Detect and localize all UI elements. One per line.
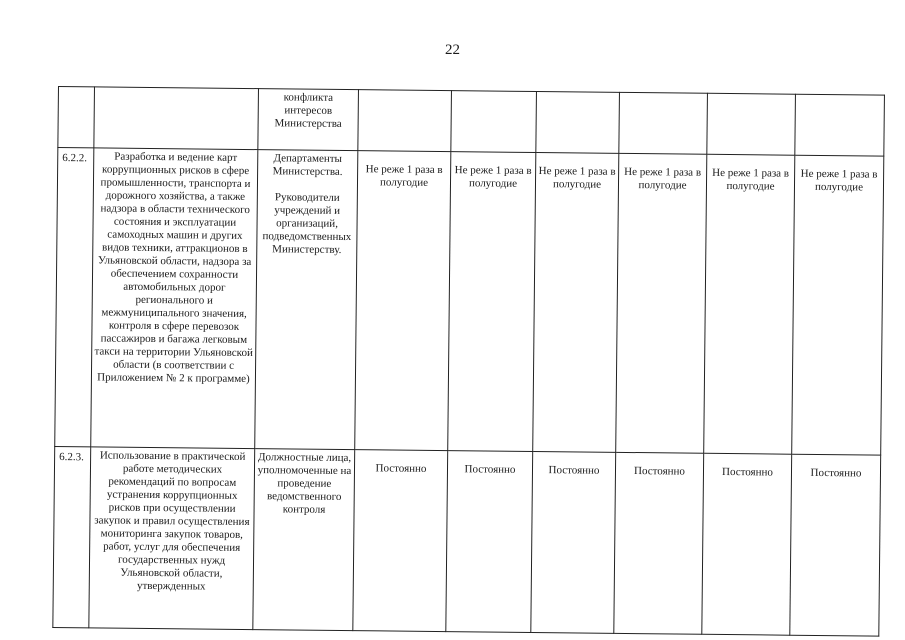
cell-frequency: Не реже 1 раза в полугодие (616, 153, 707, 453)
cell-number-empty (58, 87, 95, 148)
cell-item-description: Разработка и ведение карт коррупционных рисков в сфере промышленности, транспорта и дорожного хозяйства, а также надзора в области технического состояния и эксплуатации самоходных машин и других видов техники, аттракционов в Ульяновской области, надзора за обеспечением сохранности автомобильных дорог регионального и межмуниципального значения, контроля в сфере перевозок пассажиров и багажа легковым такси на территории Ульяновской области (в соответствии с Приложением № 2 к программе) (91, 148, 258, 449)
cell-frequency: Не реже 1 раза в полугодие (704, 154, 795, 454)
cell-empty (707, 93, 796, 155)
cell-item-number: 6.2.2. (55, 148, 94, 447)
cell-frequency: Не реже 1 раза в полугодие (533, 153, 619, 453)
cell-item-number: 6.2.3. (53, 446, 91, 627)
cell-empty (795, 94, 885, 156)
cell-frequency: Не реже 1 раза в полугодие (792, 155, 884, 455)
cell-frequency: Не реже 1 раза в полугодие (448, 152, 536, 452)
cell-frequency: Постоянно (446, 451, 533, 633)
cell-description-empty (94, 87, 259, 150)
table-row-6-2-2 (55, 148, 884, 456)
cell-frequency: Постоянно (702, 453, 792, 635)
cell-frequency: Постоянно (790, 454, 881, 636)
responsible-departments: Департаменты Министерства. (272, 152, 343, 178)
cell-frequency: Постоянно (531, 451, 616, 633)
cell-empty (536, 92, 620, 154)
cell-item-description: Использование в практической работе методических рекомендаций по вопросам устранения коррупционных рисков при осуществлении закупок и правил осуществления мониторинга закупок товаров, работ, услуг для обеспечения государственных нужд Ульяновской области, утвержденных (89, 447, 255, 630)
cell-item-responsible (255, 150, 358, 450)
measures-table-container (53, 86, 884, 615)
page-number: 22 (445, 42, 460, 58)
cell-frequency: Не реже 1 раза в полугодие (355, 151, 451, 451)
cell-empty (358, 90, 452, 152)
measures-table (52, 86, 885, 637)
cell-responsible: конфликта интересов Министерства (258, 89, 359, 151)
table-row-6-2-3 (53, 446, 881, 636)
cell-frequency: Постоянно (614, 452, 704, 634)
cell-frequency: Постоянно (353, 450, 448, 632)
table-row-continued (58, 87, 885, 157)
cell-empty (451, 91, 537, 153)
cell-empty (619, 92, 708, 154)
cell-item-responsible: Должностные лица, уполномоченные на проведение ведомственного контроля (253, 449, 355, 631)
responsible-heads: Руководители учреждений и организаций, подведомственных Министерству. (262, 191, 352, 256)
